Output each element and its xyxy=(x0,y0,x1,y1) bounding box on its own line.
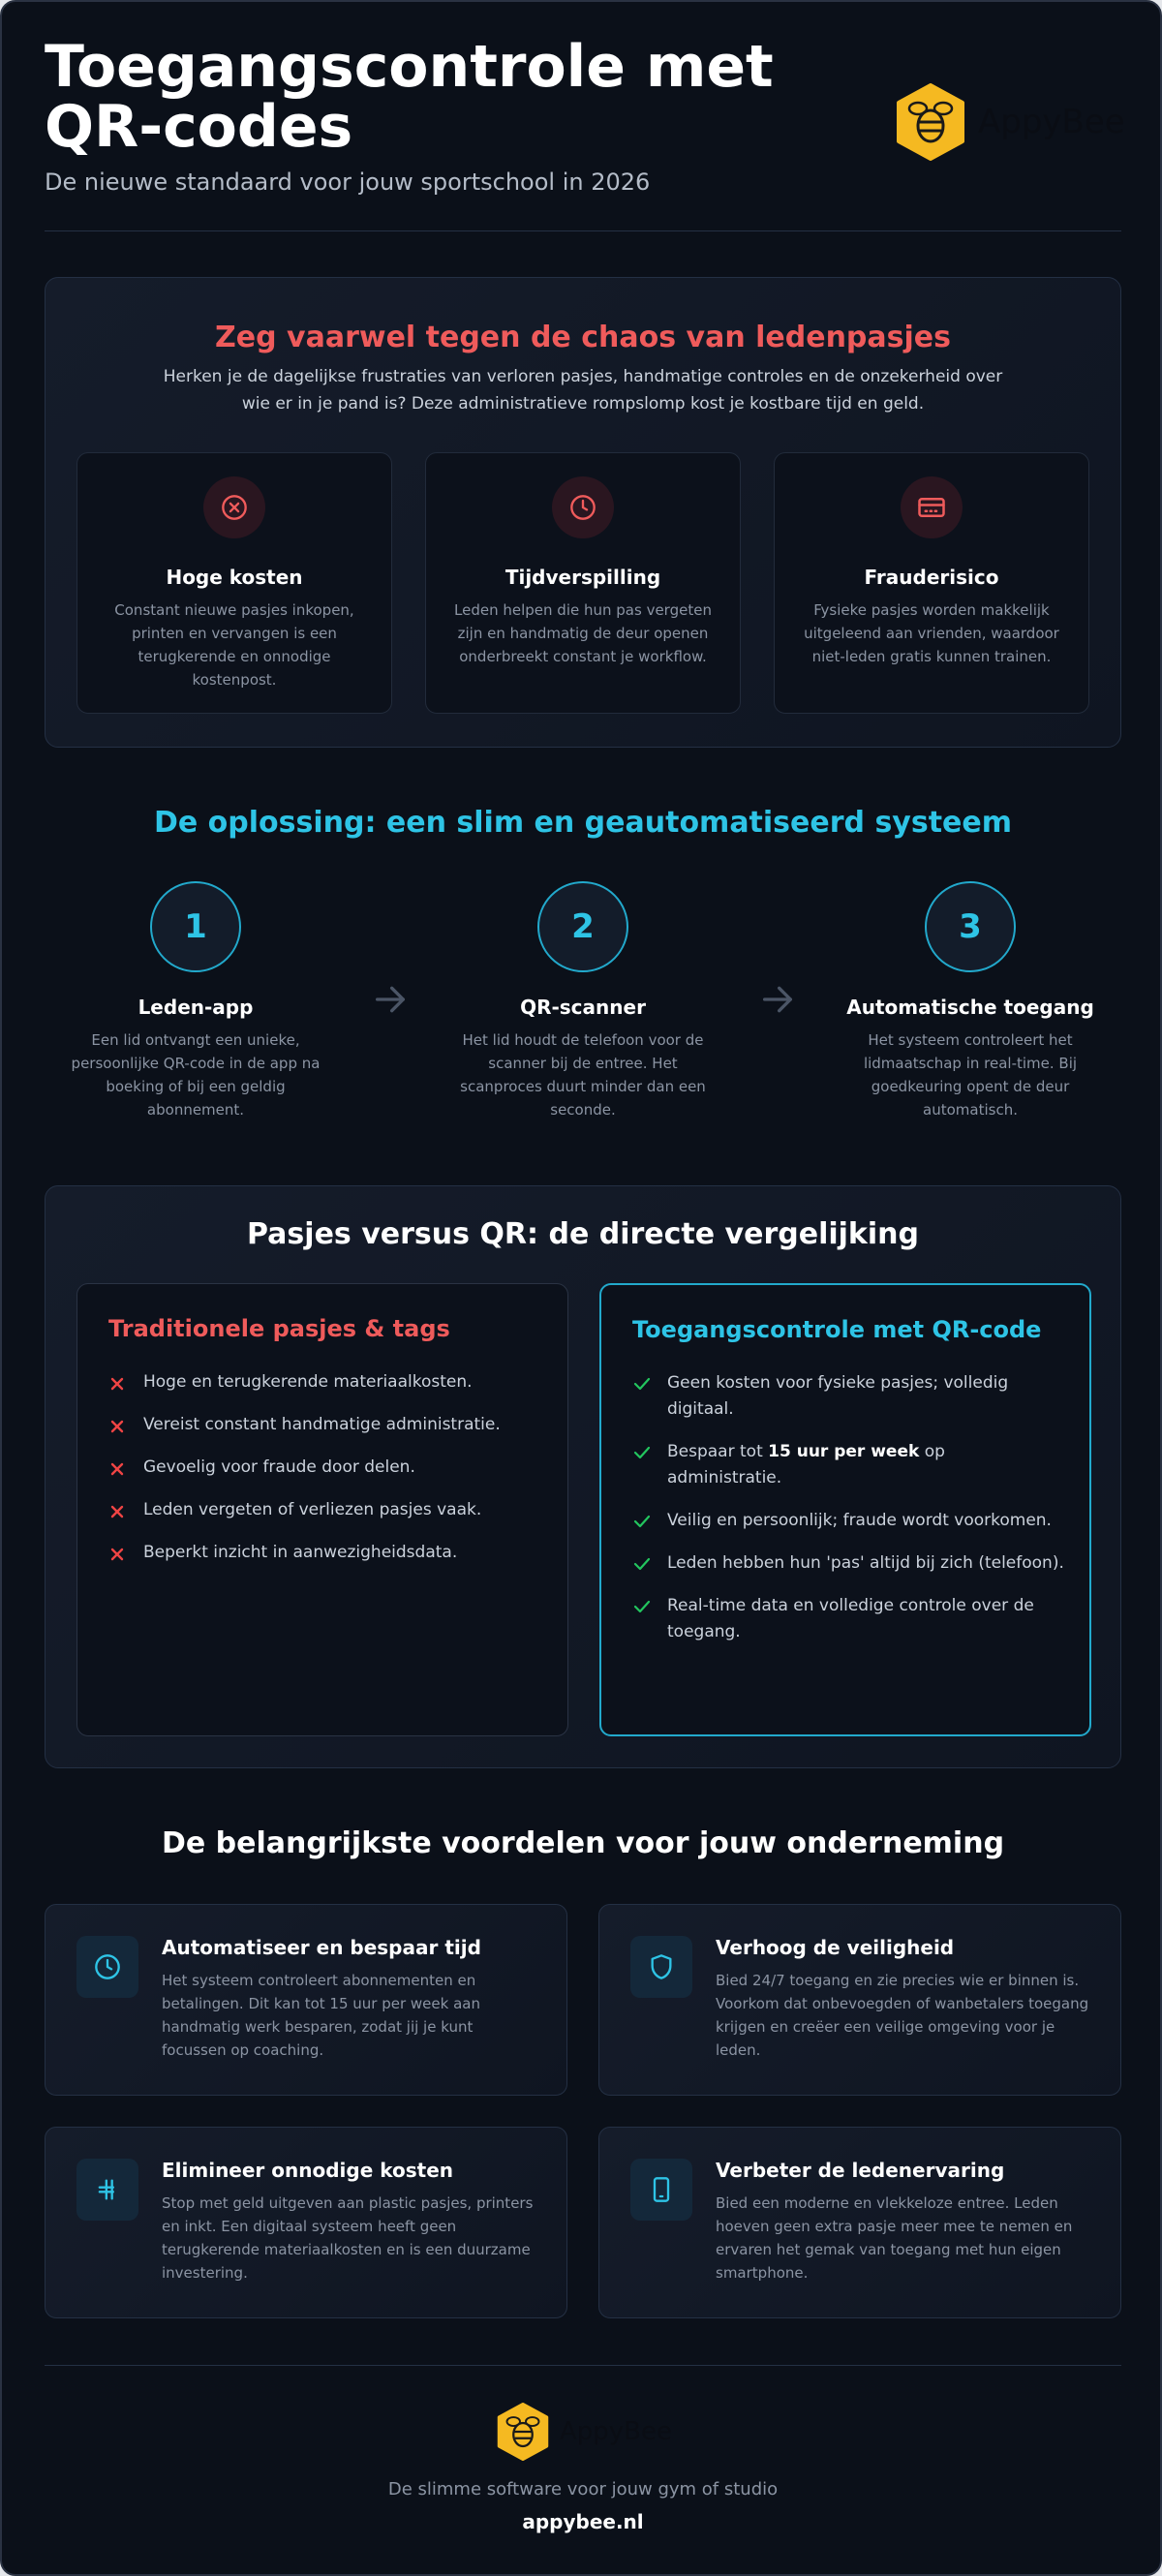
benefit-card-time xyxy=(45,1904,567,2096)
list-item-text: Veilig en persoonlijk; fraude wordt voorkomen. xyxy=(667,1511,1052,1530)
list-item-text: Beperkt inzicht in aanwezigheidsdata. xyxy=(143,1543,458,1562)
list-item-text: Hoge en terugkerende materiaalkosten. xyxy=(143,1372,473,1392)
comparison-qr xyxy=(599,1283,1091,1736)
qr-title: Toegangscontrole met QR-code xyxy=(632,1316,1042,1343)
list-item-text: op administratie. xyxy=(667,1442,945,1487)
list-item xyxy=(108,1540,542,1566)
list-item-text: Gevoelig voor fraude door delen. xyxy=(143,1457,415,1477)
problem-card-fraud xyxy=(774,452,1089,714)
comparison-traditional xyxy=(76,1283,568,1736)
step-number: 3 xyxy=(925,881,1016,972)
page-title: Toegangscontrole met QR-codes xyxy=(45,33,774,161)
footer-brand-name: AppyBee xyxy=(560,2417,673,2446)
problem-title: Tijdverspilling xyxy=(505,566,661,589)
footer-tagline: De slimme software voor jouw gym of studio xyxy=(387,2479,779,2499)
problem-title: Frauderisico xyxy=(864,566,999,589)
list-item xyxy=(632,1508,1064,1534)
divider xyxy=(45,2365,1121,2366)
check-icon xyxy=(632,1597,652,1616)
step-number: 1 xyxy=(150,881,241,972)
traditional-title: Traditionele pasjes & tags xyxy=(108,1315,450,1342)
arrow-right-icon xyxy=(758,980,797,1019)
x-mark-icon xyxy=(108,1373,128,1393)
list-item xyxy=(108,1497,542,1523)
step-number: 2 xyxy=(537,881,628,972)
comparison-section xyxy=(45,1185,1121,1768)
benefit-title: Elimineer onnodige kosten xyxy=(162,2159,454,2182)
benefit-card-costs xyxy=(45,2127,567,2318)
list-item xyxy=(632,1439,1064,1491)
benefit-card-security xyxy=(598,1904,1121,2096)
credit-card-icon xyxy=(901,476,963,538)
smartphone-icon xyxy=(630,2159,692,2221)
list-item xyxy=(632,1370,1064,1423)
benefit-title: Verhoog de veiligheid xyxy=(716,1936,955,1959)
problem-title: Hoge kosten xyxy=(166,566,303,589)
footer-brand-logo xyxy=(496,2402,672,2462)
list-item-text: Leden hebben hun 'pas' altijd bij zich (telefoon). xyxy=(667,1553,1064,1573)
list-item-text: Bespaar tot xyxy=(667,1442,769,1461)
problem-card-time xyxy=(425,452,741,714)
check-icon xyxy=(632,1512,652,1531)
list-item-text: Vereist constant handmatige administratie. xyxy=(143,1415,501,1434)
list-item-highlight: 15 uur per week xyxy=(768,1442,920,1461)
qr-list xyxy=(632,1370,1064,1662)
problem-text: Leden helpen die hun pas vergeten zijn en handmatig de deur openen onderbreekt constant je workflow. xyxy=(454,601,712,665)
benefit-text: Het systeem controleert abonnementen en betalingen. Dit kan tot 15 uur per week aan handmatig werk besparen, zodat jij je kunt focussen op coaching. xyxy=(162,1972,480,2059)
benefits-title: De belangrijkste voordelen voor jouw onderneming xyxy=(161,1826,1005,1860)
problems-title: Zeg vaarwel tegen de chaos van ledenpasjes xyxy=(215,321,951,354)
solution-title: De oplossing: een slim en geautomatiseerd systeem xyxy=(153,806,1013,840)
x-mark-icon xyxy=(108,1544,128,1563)
benefit-card-experience xyxy=(598,2127,1121,2318)
list-item xyxy=(108,1455,542,1481)
x-mark-icon xyxy=(108,1501,128,1520)
problem-text: Constant nieuwe pasjes inkopen, printen en vervangen is een terugkerende en onnodige kostenpost. xyxy=(114,601,354,689)
list-item-text: Real-time data en volledige controle over de toegang. xyxy=(667,1596,1034,1641)
check-icon xyxy=(632,1443,652,1462)
page-subtitle: De nieuwe standaard voor jouw sportschool in 2026 xyxy=(45,169,651,196)
list-item-text: Leden vergeten of verliezen pasjes vaak. xyxy=(143,1500,482,1519)
problem-text: Fysieke pasjes worden makkelijk uitgeleend aan vrienden, waardoor niet-leden gratis kunnen trainen. xyxy=(804,601,1059,665)
euro-icon xyxy=(76,2159,138,2221)
list-item xyxy=(108,1412,542,1438)
footer-url-link[interactable]: appybee.nl xyxy=(522,2510,644,2533)
problem-card-costs xyxy=(76,452,392,714)
x-mark-icon xyxy=(108,1458,128,1478)
clock-icon xyxy=(552,476,614,538)
x-circle-icon xyxy=(203,476,265,538)
benefit-title: Automatiseer en bespaar tijd xyxy=(162,1936,481,1959)
step-text: Het systeem controleert het lidmaatschap in real-time. Bij goedkeuring opent de deur automatisch. xyxy=(863,1031,1078,1119)
shield-icon xyxy=(630,1936,692,1998)
brand-logo xyxy=(895,83,1125,161)
problems-intro: Herken je de dagelijkse frustraties van verloren pasjes, handmatige controles en de onzekerheid over wie er in je pand is? Deze administratieve rompslomp kost je kostbare tijd en geld. xyxy=(163,367,1003,414)
step-title: QR-scanner xyxy=(520,996,646,1019)
benefit-text: Bied een moderne en vlekkeloze entree. Leden hoeven geen extra pasje meer mee te nemen en ervaren het gemak van toegang met hun eigen smartphone. xyxy=(716,2194,1073,2282)
comparison-title: Pasjes versus QR: de directe vergelijking xyxy=(247,1217,919,1251)
check-icon xyxy=(632,1374,652,1394)
benefit-text: Stop met geld uitgeven aan plastic pasjes, printers en inkt. Een digitaal systeem heeft geen terugkerende materiaalkosten en is een duurzame investering. xyxy=(162,2194,534,2282)
list-item xyxy=(632,1550,1064,1577)
divider xyxy=(45,230,1121,231)
brand-name: AppyBee xyxy=(978,103,1125,141)
benefit-text: Bied 24/7 toegang en zie precies wie er binnen is. Voorkom dat onbevoegden of wanbetalers toegang krijgen en creëer een veilige omgeving voor je leden. xyxy=(716,1972,1089,2059)
list-item-text: Geen kosten voor fysieke pasjes; volledig digitaal. xyxy=(667,1373,1009,1419)
list-item xyxy=(108,1369,542,1395)
step-title: Leden-app xyxy=(138,996,254,1019)
x-mark-icon xyxy=(108,1416,128,1435)
step-text: Een lid ontvangt een unieke, persoonlijke QR-code in de app na boeking of bij een geldig abonnement. xyxy=(71,1031,321,1119)
list-item xyxy=(632,1593,1064,1645)
check-icon xyxy=(632,1554,652,1574)
bee-hexagon-logo-icon xyxy=(496,2403,550,2461)
step-title: Automatische toegang xyxy=(846,996,1094,1019)
clock-icon xyxy=(76,1936,138,1998)
step-text: Het lid houdt de telefoon voor de scanner bij de entree. Het scanproces duurt minder dan een seconde. xyxy=(460,1031,706,1119)
bee-hexagon-logo-icon xyxy=(895,83,966,161)
traditional-list xyxy=(108,1369,542,1582)
arrow-right-icon xyxy=(371,980,410,1019)
benefit-title: Verbeter de ledenervaring xyxy=(716,2159,1005,2182)
problems-section xyxy=(45,277,1121,748)
